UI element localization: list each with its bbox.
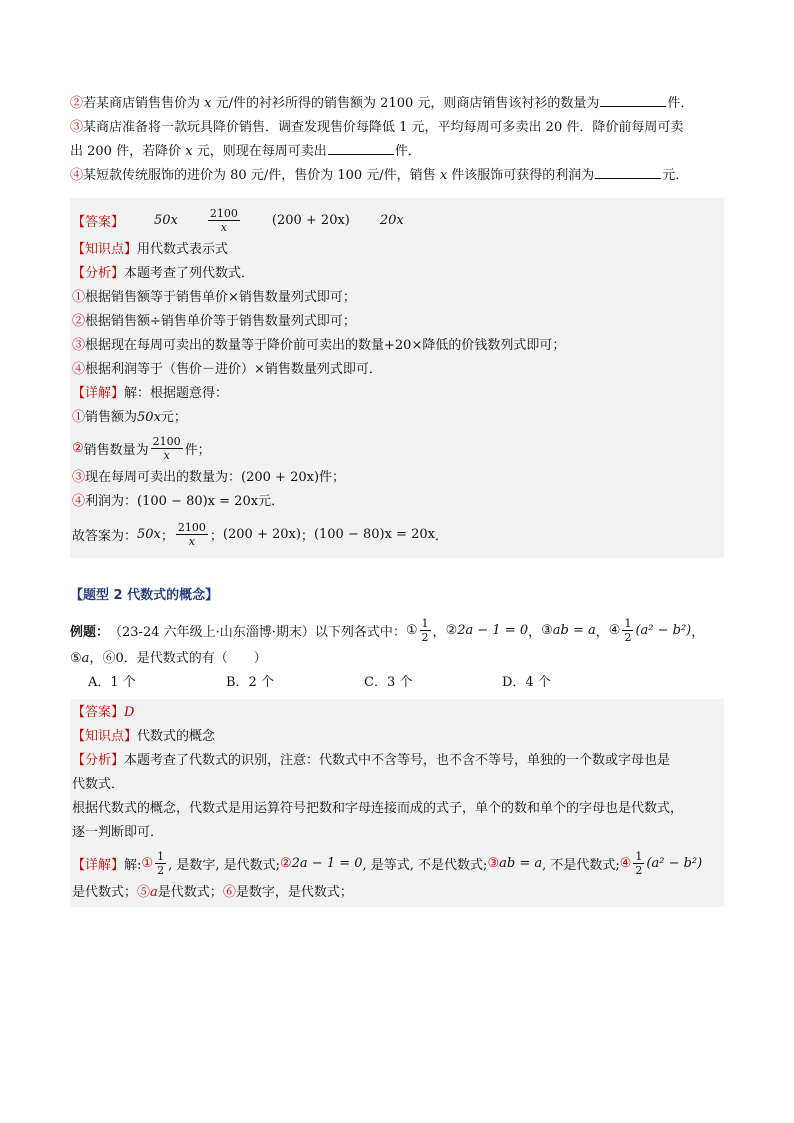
question-4: ④某短款传统服饰的进价为 80 元/件，售价为 100 元/件，销售 x 件该服饰可获得的利润为 元． <box>70 164 724 188</box>
fraction: $\frac{2100}{x}$ <box>177 520 206 548</box>
answer-row: 【答案】D <box>72 705 135 720</box>
detail-continued: 是代数式；⑤a是代数式；⑥是数字，是代数式； <box>72 885 353 900</box>
page-content <box>70 92 724 907</box>
fraction: $\frac{2100}{x}$ <box>152 434 181 462</box>
analysis-line: 代数式． <box>72 777 125 792</box>
circled-number: ④ <box>70 168 84 183</box>
question-3-continued: 出 200 件，若降价 x 元，则现在每周可卖出 件． <box>70 140 724 164</box>
detail: 【详解】 解: ① $\frac{1}{2}$ , 是数字, 是代数式; ② 2a − 1 = 0 , 是等式, 不是代数式; ③ ab = a , 不是代数式; ④ $\frac{1}{2}$ (a² − b²) <box>72 849 703 877</box>
analysis-item: ①根据销售额等于销售单价×销售数量列式即可； <box>72 290 356 305</box>
choice-c[interactable]: C．3 个 <box>364 675 413 690</box>
question-2: ②若某商店销售售价为 x 元/件的衬衫所得的销售额为 2100 元，则商店销售该衬衫的数量为 件． <box>70 92 724 116</box>
question-3: ③某商店准备将一款玩具降价销售．调查发现售价每降低 1 元，平均每周可多卖出 20 件．降价前每周可卖 <box>70 120 684 135</box>
fraction: $\frac{1}{2}$ <box>421 616 429 644</box>
detail-item: ② 销售数量为 $\frac{2100}{x}$ 件； <box>72 434 211 462</box>
fraction: $\frac{1}{2}$ <box>624 616 632 644</box>
knowledge-point: 【知识点】用代数式表示式 <box>72 242 229 257</box>
answer-blank[interactable] <box>595 164 661 179</box>
choice-b[interactable]: B．2 个 <box>226 675 274 690</box>
fraction: $\frac{1}{2}$ <box>157 849 165 877</box>
choice-d[interactable]: D．4 个 <box>502 675 551 690</box>
fraction: $\frac{1}{2}$ <box>635 849 643 877</box>
solution-block-1 <box>70 198 724 558</box>
analysis-line: 逐一判断即可． <box>72 825 164 840</box>
knowledge-point: 【知识点】代数式的概念 <box>72 729 216 744</box>
choice-a[interactable]: A．1 个 <box>88 675 136 690</box>
analysis-item: ③根据现在每周可卖出的数量等于降价前可卖出的数量+20×降低的价钱数列式即可； <box>72 338 566 353</box>
circled-number: ② <box>70 96 84 111</box>
analysis: 【分析】本题考查了列代数式． <box>72 266 255 281</box>
circled-number: ③ <box>70 120 84 135</box>
answer-blank[interactable] <box>600 92 666 107</box>
answer-blank[interactable] <box>328 140 394 155</box>
example-question-continued: ⑤a，⑥0．是代数式的有（ ） <box>70 651 267 666</box>
detail-item: ④利润为：(100 − 80)x = 20x元． <box>72 494 285 509</box>
analysis: 【分析】本题考查了代数式的识别，注意：代数式中不含等号，也不含不等号，单独的一个数或字母也是 <box>72 753 671 768</box>
analysis-item: ④根据利润等于（售价－进价）×销售数量列式即可． <box>72 362 382 377</box>
example-question: 例题： （23-24 六年级上·山东淄博·期末）以下列各式中： ① $\frac{1}{2}$ ， ② 2a − 1 = 0 ， ③ ab = a ， ④ $\frac{1}{2}$ (a² − b²) ， <box>70 616 705 644</box>
solution-block-2 <box>70 699 724 907</box>
detail: 【详解】解：根据题意得： <box>72 386 229 401</box>
section-heading: 【题型 2 代数式的概念】 <box>70 588 219 603</box>
analysis-item: ②根据销售额÷销售单价等于销售数量列式即可； <box>72 314 356 329</box>
final-answer: 故答案为： 50x ； $\frac{2100}{x}$ ； (200 + 20x) ； (100 − 80)x = 20x ． <box>72 520 448 548</box>
detail-item: ③现在每周可卖出的数量为：(200 + 20x)件； <box>72 470 346 485</box>
analysis-line: 根据代数式的概念，代数式是用运算符号把数和字母连接而成的式子，单个的数和单个的字母也是代数式， <box>72 801 684 816</box>
detail-item: ①销售额为50x元； <box>72 410 187 425</box>
fraction: $\frac{2100}{x}$ <box>209 206 238 234</box>
answer-row: 【答案】 50x $\frac{2100}{x}$ (200 + 20x) 20x <box>72 206 404 234</box>
choices <box>70 671 724 695</box>
